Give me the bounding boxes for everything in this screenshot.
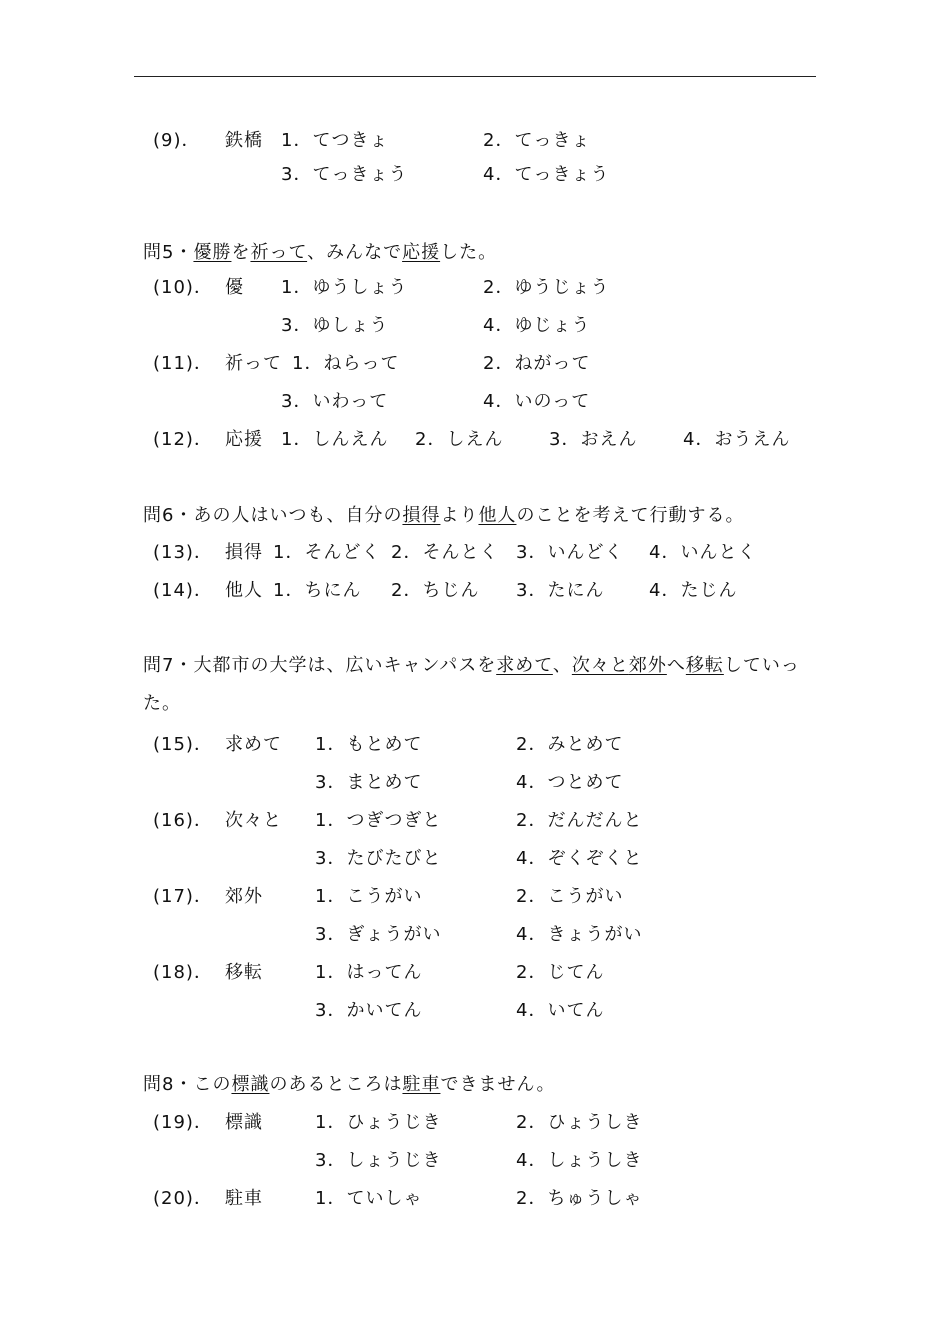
q8-underline-hyoushiki: 標識	[231, 1074, 270, 1095]
item-10-option-1: 1．ゆうしょう	[281, 277, 408, 298]
item-9-option-2: 2．てっきょ	[483, 130, 591, 151]
item-14-option-4: 4．たじん	[649, 580, 738, 601]
item-10-word: 優	[225, 277, 244, 298]
q5-underline-ouen: 応援	[402, 242, 441, 263]
item-18-word: 移転	[225, 962, 263, 983]
item-11-option-4: 4．いのって	[483, 391, 591, 412]
item-9-word: 鉄橋	[225, 130, 263, 151]
item-13-option-4: 4．いんとく	[649, 542, 757, 563]
item-12-option-1: 1．しんえん	[281, 429, 389, 450]
item-10-option-2: 2．ゆうじょう	[483, 277, 610, 298]
question-5-sentence: 問5・優勝を祈って、みんなで応援した。	[143, 242, 498, 263]
q7-underline-iten: 移転	[685, 655, 724, 676]
item-11-number: (11)．	[153, 353, 213, 374]
q7-underline-tsugitsugi: 次々と	[571, 655, 629, 676]
item-12-option-4: 4．おうえん	[683, 429, 791, 450]
item-15-option-4: 4．つとめて	[516, 772, 624, 793]
item-14-number: (14)．	[153, 580, 213, 601]
item-16-number: (16)．	[153, 810, 213, 831]
item-10-option-3: 3．ゆしょう	[281, 315, 389, 336]
q7-underline-kougai: 郊外	[628, 655, 667, 676]
item-19-option-4: 4．しょうしき	[516, 1150, 643, 1171]
item-15-word: 求めて	[225, 734, 282, 755]
item-20-option-1: 1．ていしゃ	[315, 1188, 423, 1209]
item-14-option-1: 1．ちにん	[273, 580, 362, 601]
item-18-option-1: 1．はってん	[315, 962, 423, 983]
item-17-option-3: 3．ぎょうがい	[315, 924, 442, 945]
item-15-option-1: 1．もとめて	[315, 734, 423, 755]
item-19-option-1: 1．ひょうじき	[315, 1112, 442, 1133]
item-12-option-3: 3．おえん	[549, 429, 638, 450]
q6-underline-tanin: 他人	[478, 505, 517, 526]
item-17-number: (17)．	[153, 886, 213, 907]
item-19-word: 標識	[225, 1112, 263, 1133]
item-11-option-3: 3．いわって	[281, 391, 389, 412]
item-20-word: 駐車	[225, 1188, 263, 1209]
item-16-word: 次々と	[225, 810, 282, 831]
question-8-sentence: 問8・この標識のあるところは駐車できません。	[143, 1074, 556, 1095]
item-19-number: (19)．	[153, 1112, 213, 1133]
q6-underline-sontoku: 損得	[402, 505, 441, 526]
item-16-option-3: 3．たびたびと	[315, 848, 442, 869]
item-11-word: 祈って	[225, 353, 282, 374]
question-7-sentence: 問7・大都市の大学は、広いキャンパスを求めて、次々と郊外へ移転していった。	[143, 655, 800, 714]
item-19-option-3: 3．しょうじき	[315, 1150, 442, 1171]
item-9-option-3: 3．てっきょう	[281, 164, 408, 185]
q8-underline-chuusha: 駐車	[402, 1074, 441, 1095]
item-16-option-1: 1．つぎつぎと	[315, 810, 442, 831]
item-11-option-1: 1．ねらって	[292, 353, 400, 374]
item-20-option-2: 2．ちゅうしゃ	[516, 1188, 643, 1209]
item-20-number: (20)．	[153, 1188, 213, 1209]
item-14-option-3: 3．たにん	[516, 580, 605, 601]
item-12-word: 応援	[225, 429, 263, 450]
item-9-option-4: 4．てっきょう	[483, 164, 610, 185]
item-9-option-1: 1．てつきょ	[281, 130, 389, 151]
q7-underline-motomete: 求めて	[496, 655, 553, 676]
item-17-option-2: 2．こうがい	[516, 886, 624, 907]
item-17-option-4: 4．きょうがい	[516, 924, 643, 945]
item-15-option-2: 2．みとめて	[516, 734, 624, 755]
item-16-option-2: 2．だんだんと	[516, 810, 643, 831]
item-18-option-4: 4．いてん	[516, 1000, 605, 1021]
header-rule	[134, 76, 816, 77]
item-16-option-4: 4．ぞくぞくと	[516, 848, 643, 869]
q5-underline-inotte: 祈って	[250, 242, 308, 263]
item-18-option-2: 2．じてん	[516, 962, 605, 983]
item-14-option-2: 2．ちじん	[391, 580, 480, 601]
item-12-number: (12)．	[153, 429, 213, 450]
item-10-option-4: 4．ゆじょう	[483, 315, 591, 336]
item-15-option-3: 3．まとめて	[315, 772, 423, 793]
item-15-number: (15)．	[153, 734, 213, 755]
item-18-option-3: 3．かいてん	[315, 1000, 423, 1021]
item-12-option-2: 2．しえん	[415, 429, 504, 450]
item-13-option-2: 2．そんとく	[391, 542, 499, 563]
item-13-number: (13)．	[153, 542, 213, 563]
item-13-option-3: 3．いんどく	[516, 542, 624, 563]
item-13-option-1: 1．そんどく	[273, 542, 381, 563]
item-17-option-1: 1．こうがい	[315, 886, 423, 907]
item-10-number: (10)．	[153, 277, 213, 298]
question-6-sentence: 問6・あの人はいつも、自分の損得より他人のことを考えて行動する。	[143, 505, 745, 526]
q5-underline-yusho: 優勝	[193, 242, 232, 263]
item-14-word: 他人	[225, 580, 263, 601]
item-17-word: 郊外	[225, 886, 263, 907]
item-13-word: 損得	[225, 542, 263, 563]
item-18-number: (18)．	[153, 962, 213, 983]
item-9-number: (9)．	[153, 130, 201, 151]
item-19-option-2: 2．ひょうしき	[516, 1112, 643, 1133]
item-11-option-2: 2．ねがって	[483, 353, 591, 374]
